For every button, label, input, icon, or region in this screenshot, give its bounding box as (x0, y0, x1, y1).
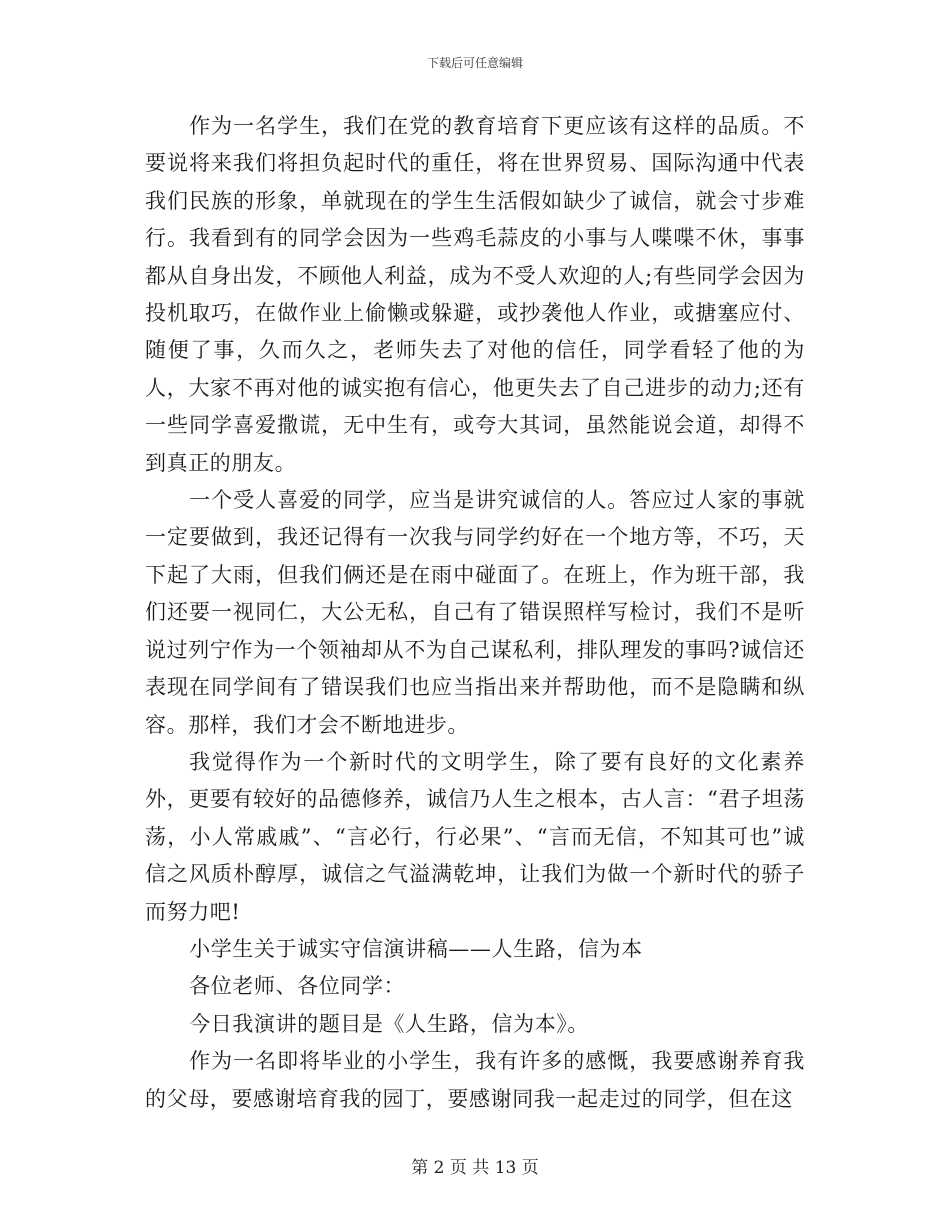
speech-title: 小学生关于诚实守信演讲稿——人生路，信为本 (189, 936, 643, 961)
document-body (145, 108, 805, 1118)
paragraph-keeping-promises: 一个受人喜爱的同学，应当是讲究诚信的人。答应过人家的事就一定要做到，我还记得有一次我与同学约好在一个地方等，不巧，天下起了大雨，但我们俩还是在雨中碰面了。在班上，作为班干部，我们还要一视同仁，大公无私，自己有了错误照样写检讨，我们不是听说过列宁作为一个领袖却从不为自己谋私利，排队理发的事吗?诚信还表现在同学间有了错误我们也应当指出来并帮助他，而不是隐瞒和纵容。那样，我们才会不断地进步。 (145, 488, 805, 737)
page-header-note: 下载后可任意编辑 (426, 56, 523, 70)
speech-greeting: 各位老师、各位同学： (189, 974, 406, 999)
paragraph-graduation: 作为一名即将毕业的小学生，我有许多的感慨，我要感谢养育我的父母，要感谢培育我的园丁，要感谢同我一起走过的同学，但在这 (145, 1049, 805, 1111)
page-number-footer: 第 2 页 共 13 页 (411, 1158, 539, 1178)
speech-topic: 今日我演讲的题目是《人生路，信为本》。 (189, 1011, 589, 1036)
paragraph-student-integrity: 作为一名学生，我们在党的教育培育下更应该有这样的品质。不要说将来我们将担负起时代的重任，将在世界贸易、国际沟通中代表我们民族的形象，单就现在的学生生活假如缺少了诚信，就会寸步难行。我看到有的同学会因为一些鸡毛蒜皮的小事与人喋喋不休，事事都从自身出发，不顾他人利益，成为不受人欢迎的人;有些同学会因为投机取巧，在做作业上偷懒或躲避，或抄袭他人作业，或搪塞应付、随便了事，久而久之，老师失去了对他的信任，同学看轻了他的为人，大家不再对他的诚实抱有信心，他更失去了自己进步的动力;还有一些同学喜爱撒谎，无中生有，或夸大其词，虽然能说会道，却得不到真正的朋友。 (145, 114, 805, 475)
paragraph-civilized-student: 我觉得作为一个新时代的文明学生，除了要有良好的文化素养外，更要有较好的品德修养，诚信乃人生之根本，古人言：“君子坦荡荡，小人常戚戚”、“言必行，行必果”、“言而无信，不知其可也”诚信之风质朴醇厚，诚信之气溢满乾坤，让我们为做一个新时代的骄子而努力吧! (145, 749, 805, 924)
